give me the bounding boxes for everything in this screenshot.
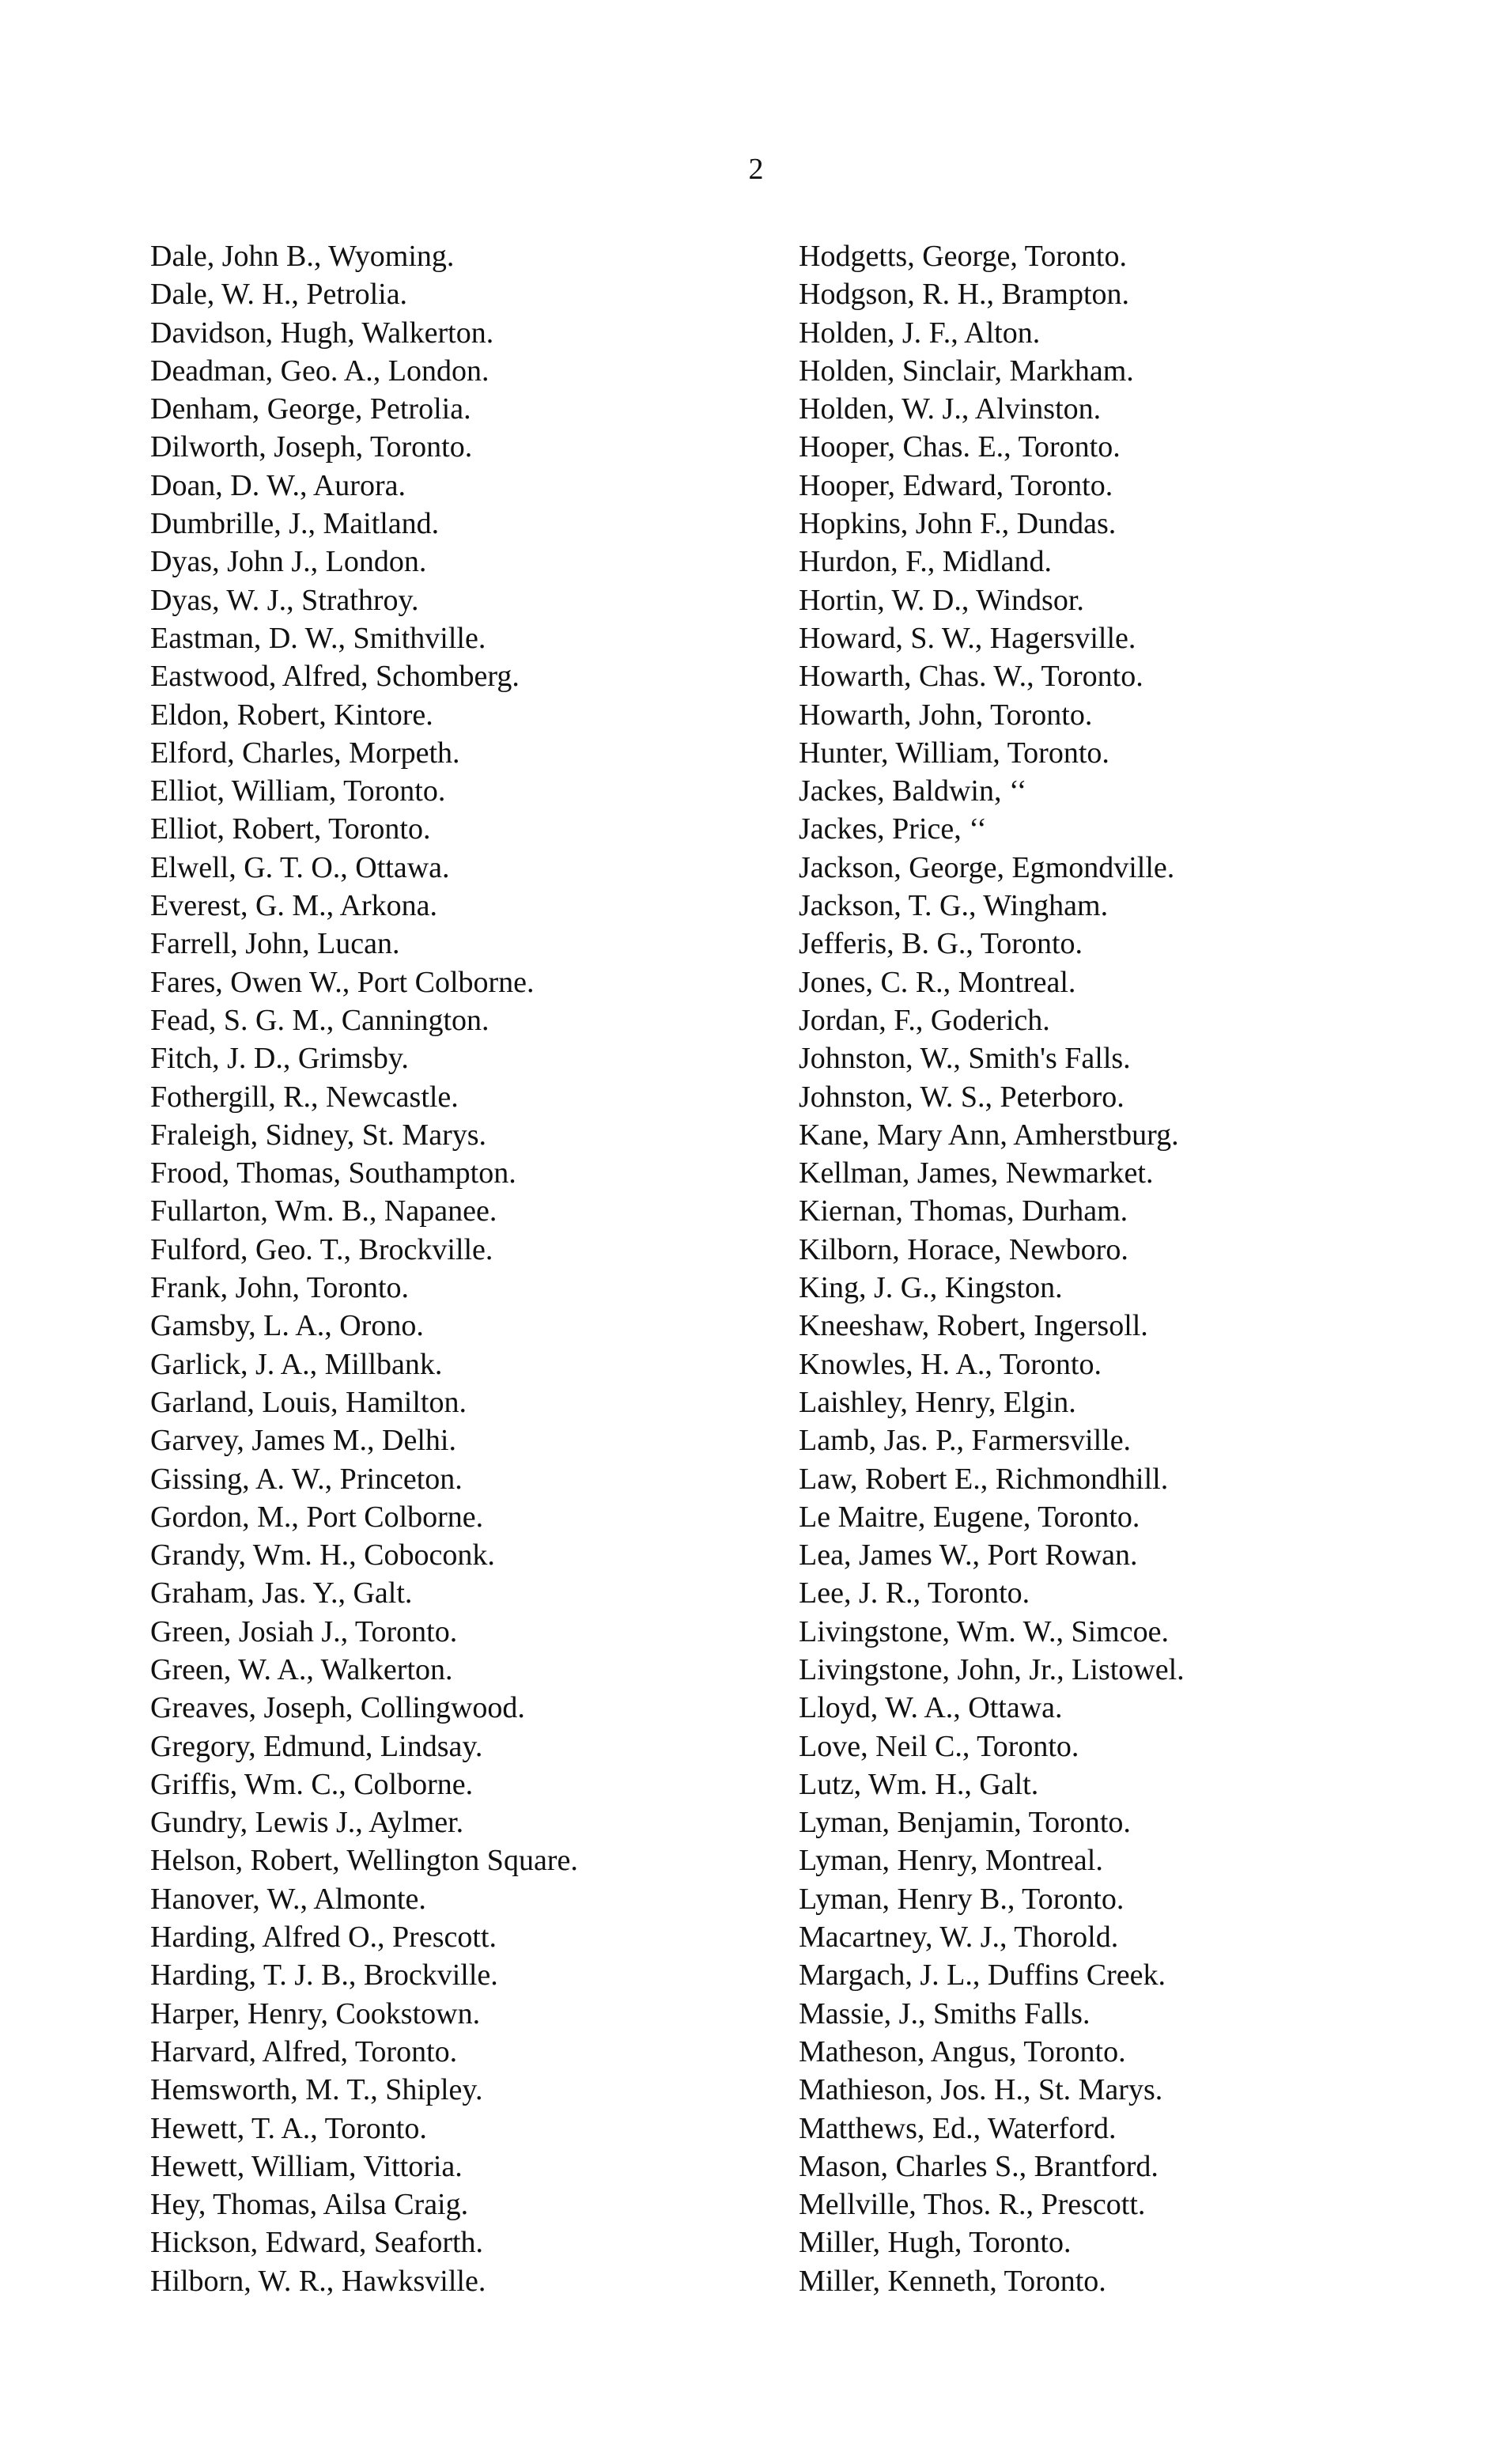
directory-entry: Massie, J., Smiths Falls. (799, 1996, 1091, 2030)
directory-entry: Gamsby, L. A., Orono. (150, 1309, 424, 1343)
directory-entry: Fares, Owen W., Port Colborne. (150, 965, 535, 999)
directory-entry: Margach, J. L., Duffins Creek. (799, 1958, 1166, 1993)
directory-entry: Jackson, T. G., Wingham. (799, 889, 1109, 923)
directory-entry: Lutz, Wm. H., Galt. (799, 1767, 1039, 1801)
directory-entry: Lyman, Henry B., Toronto. (799, 1882, 1125, 1916)
page-number: 2 (748, 153, 764, 186)
right-name-column (799, 237, 1447, 2300)
directory-entry: Davidson, Hugh, Walkerton. (150, 316, 494, 350)
directory-entry: Dale, W. H., Petrolia. (150, 278, 408, 312)
directory-entry: Jordan, F., Goderich. (799, 1003, 1050, 1037)
directory-entry: Garland, Louis, Hamilton. (150, 1385, 467, 1419)
directory-entry: Johnston, W. S., Peterboro. (799, 1080, 1125, 1114)
directory-entry: Elliot, William, Toronto. (150, 774, 446, 808)
directory-entry: Lyman, Henry, Montreal. (799, 1844, 1103, 1878)
directory-entry: Holden, J. F., Alton. (799, 316, 1041, 350)
directory-entry: Fothergill, R., Newcastle. (150, 1080, 459, 1114)
directory-entry: Matthews, Ed., Waterford. (799, 2111, 1117, 2145)
directory-entry: Gundry, Lewis J., Aylmer. (150, 1806, 464, 1840)
directory-entry: Lyman, Benjamin, Toronto. (799, 1806, 1131, 1840)
directory-entry: Kilborn, Horace, Newboro. (799, 1232, 1128, 1266)
directory-entry: Fullarton, Wm. B., Napanee. (150, 1194, 497, 1228)
directory-entry: Mason, Charles S., Brantford. (799, 2149, 1159, 2183)
directory-entry: Eastwood, Alfred, Schomberg. (150, 660, 520, 694)
directory-entry: Hilborn, W. R., Hawksville. (150, 2264, 486, 2298)
directory-entry: Jones, C. R., Montreal. (799, 965, 1076, 999)
directory-entry: Dyas, John J., London. (150, 545, 427, 579)
directory-entry: Elwell, G. T. O., Ottawa. (150, 850, 450, 884)
directory-entry: Jackes, Baldwin, ‘‘ (799, 774, 1027, 808)
directory-entry: Gordon, M., Port Colborne. (150, 1500, 484, 1534)
directory-entry: Hooper, Chas. E., Toronto. (799, 430, 1121, 464)
directory-entry: Fead, S. G. M., Cannington. (150, 1003, 490, 1037)
directory-entry: Kneeshaw, Robert, Ingersoll. (799, 1309, 1148, 1343)
directory-entry: Fulford, Geo. T., Brockville. (150, 1232, 493, 1266)
directory-entry: Hewett, T. A., Toronto. (150, 2111, 427, 2145)
directory-entry: Green, W. A., Walkerton. (150, 1652, 453, 1686)
directory-entry: Holden, Sinclair, Markham. (799, 354, 1134, 388)
directory-entry: Miller, Kenneth, Toronto. (799, 2264, 1106, 2298)
directory-entry: Hewett, William, Vittoria. (150, 2149, 463, 2183)
directory-entry: Grandy, Wm. H., Coboconk. (150, 1538, 495, 1572)
directory-entry: Le Maitre, Eugene, Toronto. (799, 1500, 1140, 1534)
directory-entry: Deadman, Geo. A., London. (150, 354, 490, 388)
directory-entry: Lea, James W., Port Rowan. (799, 1538, 1138, 1572)
directory-entry: Laishley, Henry, Elgin. (799, 1385, 1076, 1419)
directory-entry: Elliot, Robert, Toronto. (150, 812, 431, 846)
directory-entry: Harding, T. J. B., Brockville. (150, 1958, 498, 1993)
directory-entry: Hodgetts, George, Toronto. (799, 240, 1127, 273)
directory-entry: Garlick, J. A., Millbank. (150, 1347, 443, 1381)
directory-entry: Jackson, George, Egmondville. (799, 850, 1175, 884)
directory-entry: Lee, J. R., Toronto. (799, 1576, 1030, 1610)
directory-entry: Fraleigh, Sidney, St. Marys. (150, 1118, 487, 1152)
directory-entry: King, J. G., Kingston. (799, 1271, 1063, 1305)
directory-entry: Dale, John B., Wyoming. (150, 240, 455, 273)
directory-entry: Dyas, W. J., Strathroy. (150, 583, 419, 617)
directory-entry: Livingstone, John, Jr., Listowel. (799, 1652, 1185, 1686)
directory-entry: Harvard, Alfred, Toronto. (150, 2034, 458, 2068)
directory-entry: Dilworth, Joseph, Toronto. (150, 430, 473, 464)
directory-entry: Greaves, Joseph, Collingwood. (150, 1691, 525, 1725)
directory-entry: Macartney, W. J., Thorold. (799, 1921, 1119, 1955)
directory-entry: Lloyd, W. A., Ottawa. (799, 1691, 1063, 1725)
directory-entry: Matheson, Angus, Toronto. (799, 2034, 1126, 2068)
directory-entry: Howarth, John, Toronto. (799, 698, 1093, 732)
directory-entry: Johnston, W., Smith's Falls. (799, 1042, 1131, 1076)
directory-entry: Gissing, A. W., Princeton. (150, 1462, 463, 1496)
directory-entry: Hey, Thomas, Ailsa Craig. (150, 2188, 469, 2222)
directory-entry: Love, Neil C., Toronto. (799, 1729, 1079, 1763)
directory-entry: Hurdon, F., Midland. (799, 545, 1052, 579)
directory-entry: Graham, Jas. Y., Galt. (150, 1576, 413, 1610)
directory-entry: Law, Robert E., Richmondhill. (799, 1462, 1169, 1496)
directory-entry: Livingstone, Wm. W., Simcoe. (799, 1614, 1169, 1648)
directory-entry: Hortin, W. D., Windsor. (799, 583, 1084, 617)
directory-entry: Mellville, Thos. R., Prescott. (799, 2188, 1146, 2222)
directory-entry: Kellman, James, Newmarket. (799, 1156, 1154, 1190)
directory-entry: Green, Josiah J., Toronto. (150, 1614, 458, 1648)
directory-entry: Elford, Charles, Morpeth. (150, 736, 460, 770)
directory-entry: Doan, D. W., Aurora. (150, 468, 406, 502)
directory-entry: Hickson, Edward, Seaforth. (150, 2226, 484, 2260)
directory-entry: Frood, Thomas, Southampton. (150, 1156, 516, 1190)
directory-entry: Helson, Robert, Wellington Square. (150, 1844, 578, 1878)
left-name-column (150, 237, 799, 2300)
directory-entry: Gregory, Edmund, Lindsay. (150, 1729, 483, 1763)
directory-entry: Kiernan, Thomas, Durham. (799, 1194, 1128, 1228)
directory-entry: Griffis, Wm. C., Colborne. (150, 1767, 474, 1801)
directory-entry: Mathieson, Jos. H., St. Marys. (799, 2073, 1163, 2107)
directory-entry: Denham, George, Petrolia. (150, 392, 471, 426)
directory-entry: Frank, John, Toronto. (150, 1271, 410, 1305)
directory-entry: Hanover, W., Almonte. (150, 1882, 426, 1916)
directory-entry: Lamb, Jas. P., Farmersville. (799, 1424, 1132, 1458)
directory-entry: Everest, G. M., Arkona. (150, 889, 438, 923)
directory-entry: Farrell, John, Lucan. (150, 927, 400, 961)
directory-entry: Eastman, D. W., Smithville. (150, 621, 486, 655)
directory-entry: Hooper, Edward, Toronto. (799, 468, 1113, 502)
directory-entry: Kane, Mary Ann, Amherstburg. (799, 1118, 1179, 1152)
directory-entry: Holden, W. J., Alvinston. (799, 392, 1102, 426)
directory-entry: Fitch, J. D., Grimsby. (150, 1042, 409, 1076)
directory-entry: Eldon, Robert, Kintore. (150, 698, 433, 732)
directory-entry: Hunter, William, Toronto. (799, 736, 1109, 770)
directory-entry: Hopkins, John F., Dundas. (799, 507, 1117, 541)
directory-entry: Howarth, Chas. W., Toronto. (799, 660, 1143, 694)
directory-entry: Miller, Hugh, Toronto. (799, 2226, 1072, 2260)
directory-entry: Jefferis, B. G., Toronto. (799, 927, 1083, 961)
directory-entry: Jackes, Price, ‘‘ (799, 812, 987, 846)
directory-entry: Knowles, H. A., Toronto. (799, 1347, 1102, 1381)
directory-entry: Harding, Alfred O., Prescott. (150, 1921, 497, 1955)
directory-entry: Dumbrille, J., Maitland. (150, 507, 440, 541)
directory-entry: Hemsworth, M. T., Shipley. (150, 2073, 483, 2107)
directory-entry: Hodgson, R. H., Brampton. (799, 278, 1129, 312)
directory-entry: Garvey, James M., Delhi. (150, 1424, 456, 1458)
directory-entry: Howard, S. W., Hagersville. (799, 621, 1136, 655)
directory-entry: Harper, Henry, Cookstown. (150, 1996, 481, 2030)
